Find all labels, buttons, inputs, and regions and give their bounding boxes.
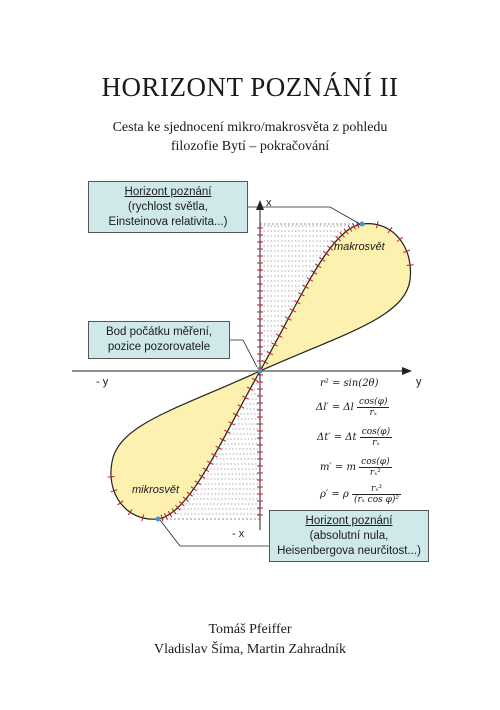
author-line-1: Tomáš Pfeiffer bbox=[208, 622, 292, 637]
macro-label: makrosvět bbox=[334, 241, 385, 253]
y-axis-arrow-icon bbox=[402, 367, 412, 375]
authors bbox=[0, 620, 500, 660]
connector-middle bbox=[230, 340, 257, 367]
horizon-box-top-line-1: (rychlost světla, bbox=[128, 201, 208, 213]
top-horizon-marker bbox=[360, 222, 365, 227]
axis-label-y: y bbox=[416, 376, 422, 388]
horizon-box-bottom-line-1: (absolutní nula, bbox=[309, 530, 389, 542]
connector-top bbox=[248, 207, 360, 224]
micro-lobe bbox=[111, 371, 260, 519]
axis-label-x: x bbox=[266, 197, 272, 209]
axis-label-neg-x: - x bbox=[232, 528, 245, 540]
observer-box-line-1: Bod počátku měření, bbox=[105, 326, 213, 338]
formula-2: Δl′ = Δl $\frac{\cos(\varphi)}{\text{rₓ}}$ bbox=[316, 397, 388, 418]
formula-4: m′ = m $\frac{\cos(\varphi)}{\text{rₓ²}}$ bbox=[320, 457, 390, 478]
axis-label-neg-y: - y bbox=[96, 376, 109, 388]
horizon-box-bottom-line-2: Heisenbergova neurčitost...) bbox=[277, 545, 421, 557]
horizon-box-top-line-2: Einsteinova relativita...) bbox=[108, 216, 228, 228]
micro-label: mikrosvět bbox=[132, 484, 180, 496]
observer-box bbox=[88, 321, 230, 359]
subtitle-line-2: filozofie Bytí – pokračování bbox=[170, 139, 330, 154]
subtitle-line-1: Cesta ke sjednocení mikro/makrosvěta z pohledu bbox=[112, 120, 388, 135]
connector-bottom bbox=[160, 520, 269, 546]
formula-3: Δt′ = Δt $\frac{\cos(\varphi)}{\text{rₓ}}$ bbox=[317, 427, 391, 448]
formula-1: r² = sin(2θ) bbox=[320, 378, 379, 389]
observer-box-line-2: pozice pozorovatele bbox=[107, 341, 211, 353]
formula-5: ρ′ = ρ $\frac{\text{rₓ³}}{\text{(rₛ cos φ)²}}$ bbox=[320, 484, 400, 505]
author-line-2: Vladislav Šíma, Martin Zahradník bbox=[153, 642, 347, 657]
origin-marker bbox=[258, 369, 263, 374]
book-title: HORIZONT POZNÁNÍ II bbox=[101, 72, 399, 102]
horizon-box-bottom bbox=[269, 510, 429, 562]
horizon-box-top-heading: Horizont poznání bbox=[124, 186, 212, 198]
horizon-box-top bbox=[88, 181, 248, 233]
x-axis-arrow-icon bbox=[256, 200, 264, 210]
bottom-horizon-marker bbox=[156, 517, 161, 522]
horizon-box-bottom-heading: Horizont poznání bbox=[305, 515, 393, 527]
